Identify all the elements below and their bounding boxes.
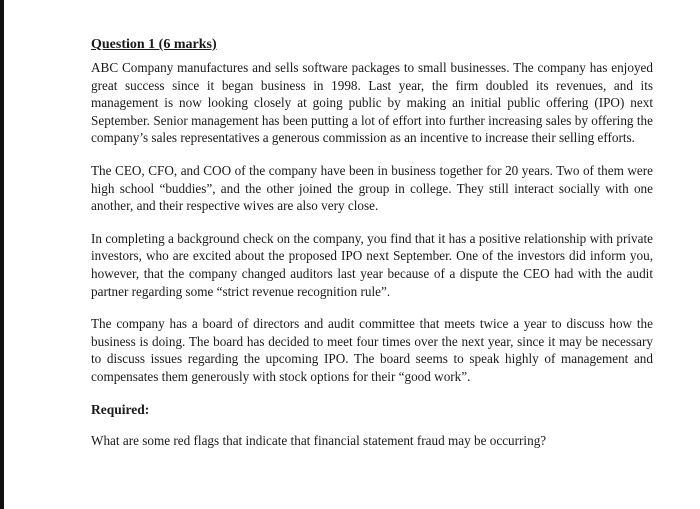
paragraph-background-check: In completing a background check on the company, you find that it has a positive relationship with private investors, who are excited about the proposed IPO next September. One of the investors did inform you, however, that the company changed auditors last year because of a dispute the CEO had with the audit partner regarding some “strict revenue recognition rule”. [91, 230, 653, 299]
paragraph-executives: The CEO, CFO, and COO of the company have been in business together for 20 years. Two of them were high school “buddies”, and the other joined the group in college. They still interact socially with one another, and their respective wives are also very close. [91, 162, 653, 214]
left-edge-bar [0, 0, 4, 509]
paragraph-company-background: ABC Company manufactures and sells software packages to small businesses. The company has enjoyed great success since it began business in 1998. Last year, the firm doubled its revenues, and its management is now looking closely at going public by making an initial public offering (IPO) next September. Senior management has been putting a lot of effort into further increasing sales by offering the company’s sales representatives a generous commission as an incentive to increase their selling efforts. [91, 60, 653, 146]
question-text: What are some red flags that indicate that financial statement fraud may be occurring? [91, 432, 547, 448]
question-title: Question 1 (6 marks) [91, 37, 217, 52]
document-page [91, 36, 653, 449]
paragraph-board-of-directors: The company has a board of directors and audit committee that meets twice a year to discuss how the business is doing. The board has decided to meet four times over the next year, since it may be necessary to discuss issues regarding the upcoming IPO. The board seems to speak highly of management and compensates them generously with stock options for their “good work”. [91, 316, 653, 384]
required-heading: Required: [91, 401, 150, 417]
